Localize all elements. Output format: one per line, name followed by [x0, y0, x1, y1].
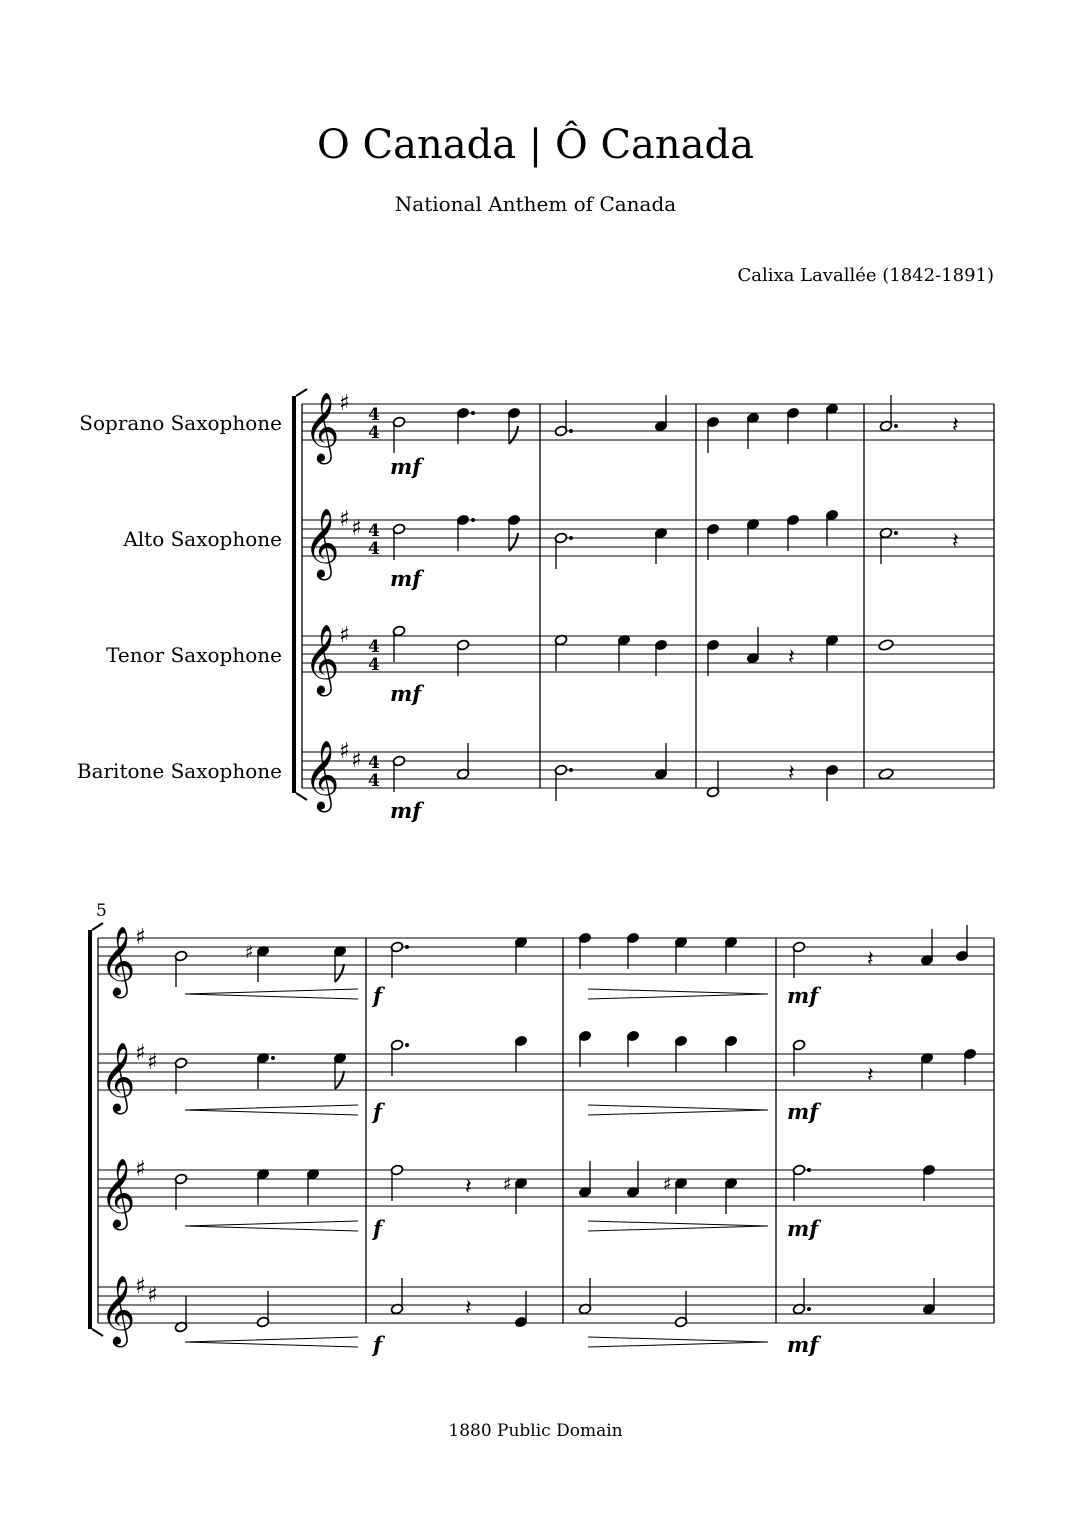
svg-text:mf: mf: [787, 1216, 819, 1241]
svg-text:♯: ♯: [663, 1174, 672, 1195]
svg-text:f: f: [373, 983, 383, 1008]
svg-text:4: 4: [368, 753, 380, 773]
svg-text:f: f: [373, 1216, 383, 1241]
quarter-rest: 𝄽: [788, 645, 795, 670]
key-signatures: [339, 391, 362, 773]
svg-text:♯: ♯: [135, 1041, 146, 1066]
svg-text:♯: ♯: [147, 1050, 158, 1075]
svg-text:4: 4: [368, 655, 380, 675]
svg-text:♯: ♯: [339, 507, 350, 532]
note-head: [878, 639, 894, 652]
svg-text:mf: mf: [390, 798, 422, 823]
treble-clefs: [304, 392, 339, 812]
svg-text:4: 4: [368, 539, 380, 559]
quarter-rest: 𝄽: [867, 947, 874, 972]
svg-text:𝄞: 𝄞: [100, 1275, 136, 1345]
instrument-label-soprano: Soprano Saxophone: [79, 411, 282, 435]
instrument-label-tenor: Tenor Saxophone: [106, 643, 282, 667]
svg-text:4: 4: [368, 521, 380, 541]
svg-text:mf: mf: [390, 566, 422, 591]
svg-text:f: f: [373, 1332, 383, 1357]
svg-text:♯: ♯: [351, 748, 362, 773]
page-subtitle: National Anthem of Canada: [394, 192, 677, 216]
quarter-rest: 𝄽: [952, 413, 959, 438]
svg-text:mf: mf: [787, 1099, 819, 1124]
svg-text:mf: mf: [787, 1332, 819, 1357]
dynamics: [390, 454, 425, 823]
composer-credit: Calixa Lavallée (1842-1891): [737, 265, 994, 286]
quarter-rest: 𝄽: [465, 1175, 472, 1200]
svg-text:mf: mf: [390, 454, 422, 479]
svg-text:𝄞: 𝄞: [304, 740, 340, 810]
system-2: [88, 901, 994, 1357]
svg-text:mf: mf: [390, 681, 422, 706]
svg-text:♯: ♯: [147, 1283, 158, 1308]
svg-text:♯: ♯: [339, 739, 350, 764]
svg-text:mf: mf: [787, 983, 819, 1008]
instrument-label-baritone: Baritone Saxophone: [76, 759, 282, 783]
time-signatures: [368, 405, 380, 791]
notes: [392, 395, 958, 801]
svg-text:f: f: [373, 1099, 383, 1124]
svg-text:𝄞: 𝄞: [100, 926, 136, 996]
svg-text:♯: ♯: [135, 1274, 146, 1299]
notes: [174, 925, 976, 1333]
svg-text:4: 4: [368, 405, 380, 425]
treble-clefs: [100, 926, 135, 1347]
svg-text:4: 4: [368, 637, 380, 657]
svg-text:♯: ♯: [503, 1174, 512, 1195]
svg-text:𝄞: 𝄞: [304, 508, 340, 578]
quarter-rest: 𝄽: [465, 1296, 472, 1321]
instrument-label-alto: Alto Saxophone: [123, 527, 282, 551]
svg-text:𝄞: 𝄞: [304, 624, 340, 694]
key-signatures: [135, 925, 158, 1308]
svg-text:4: 4: [368, 423, 380, 443]
svg-text:𝄞: 𝄞: [100, 1042, 136, 1112]
svg-text:4: 4: [368, 771, 380, 791]
quarter-rest: 𝄽: [952, 529, 959, 554]
svg-text:♯: ♯: [245, 942, 254, 963]
svg-text:♯: ♯: [351, 516, 362, 541]
svg-text:𝄞: 𝄞: [100, 1158, 136, 1228]
measure-number: 5: [96, 901, 107, 921]
svg-text:♯: ♯: [339, 623, 350, 648]
quarter-rest: 𝄽: [788, 761, 795, 786]
svg-text:𝄞: 𝄞: [304, 392, 340, 462]
copyright-footer: 1880 Public Domain: [448, 1421, 623, 1441]
svg-text:♯: ♯: [339, 391, 350, 416]
quarter-rest: 𝄽: [867, 1063, 874, 1088]
svg-text:♯: ♯: [135, 925, 146, 950]
page-title: O Canada | Ô Canada: [317, 122, 754, 168]
system-1: [77, 389, 994, 823]
svg-text:♯: ♯: [135, 1157, 146, 1182]
